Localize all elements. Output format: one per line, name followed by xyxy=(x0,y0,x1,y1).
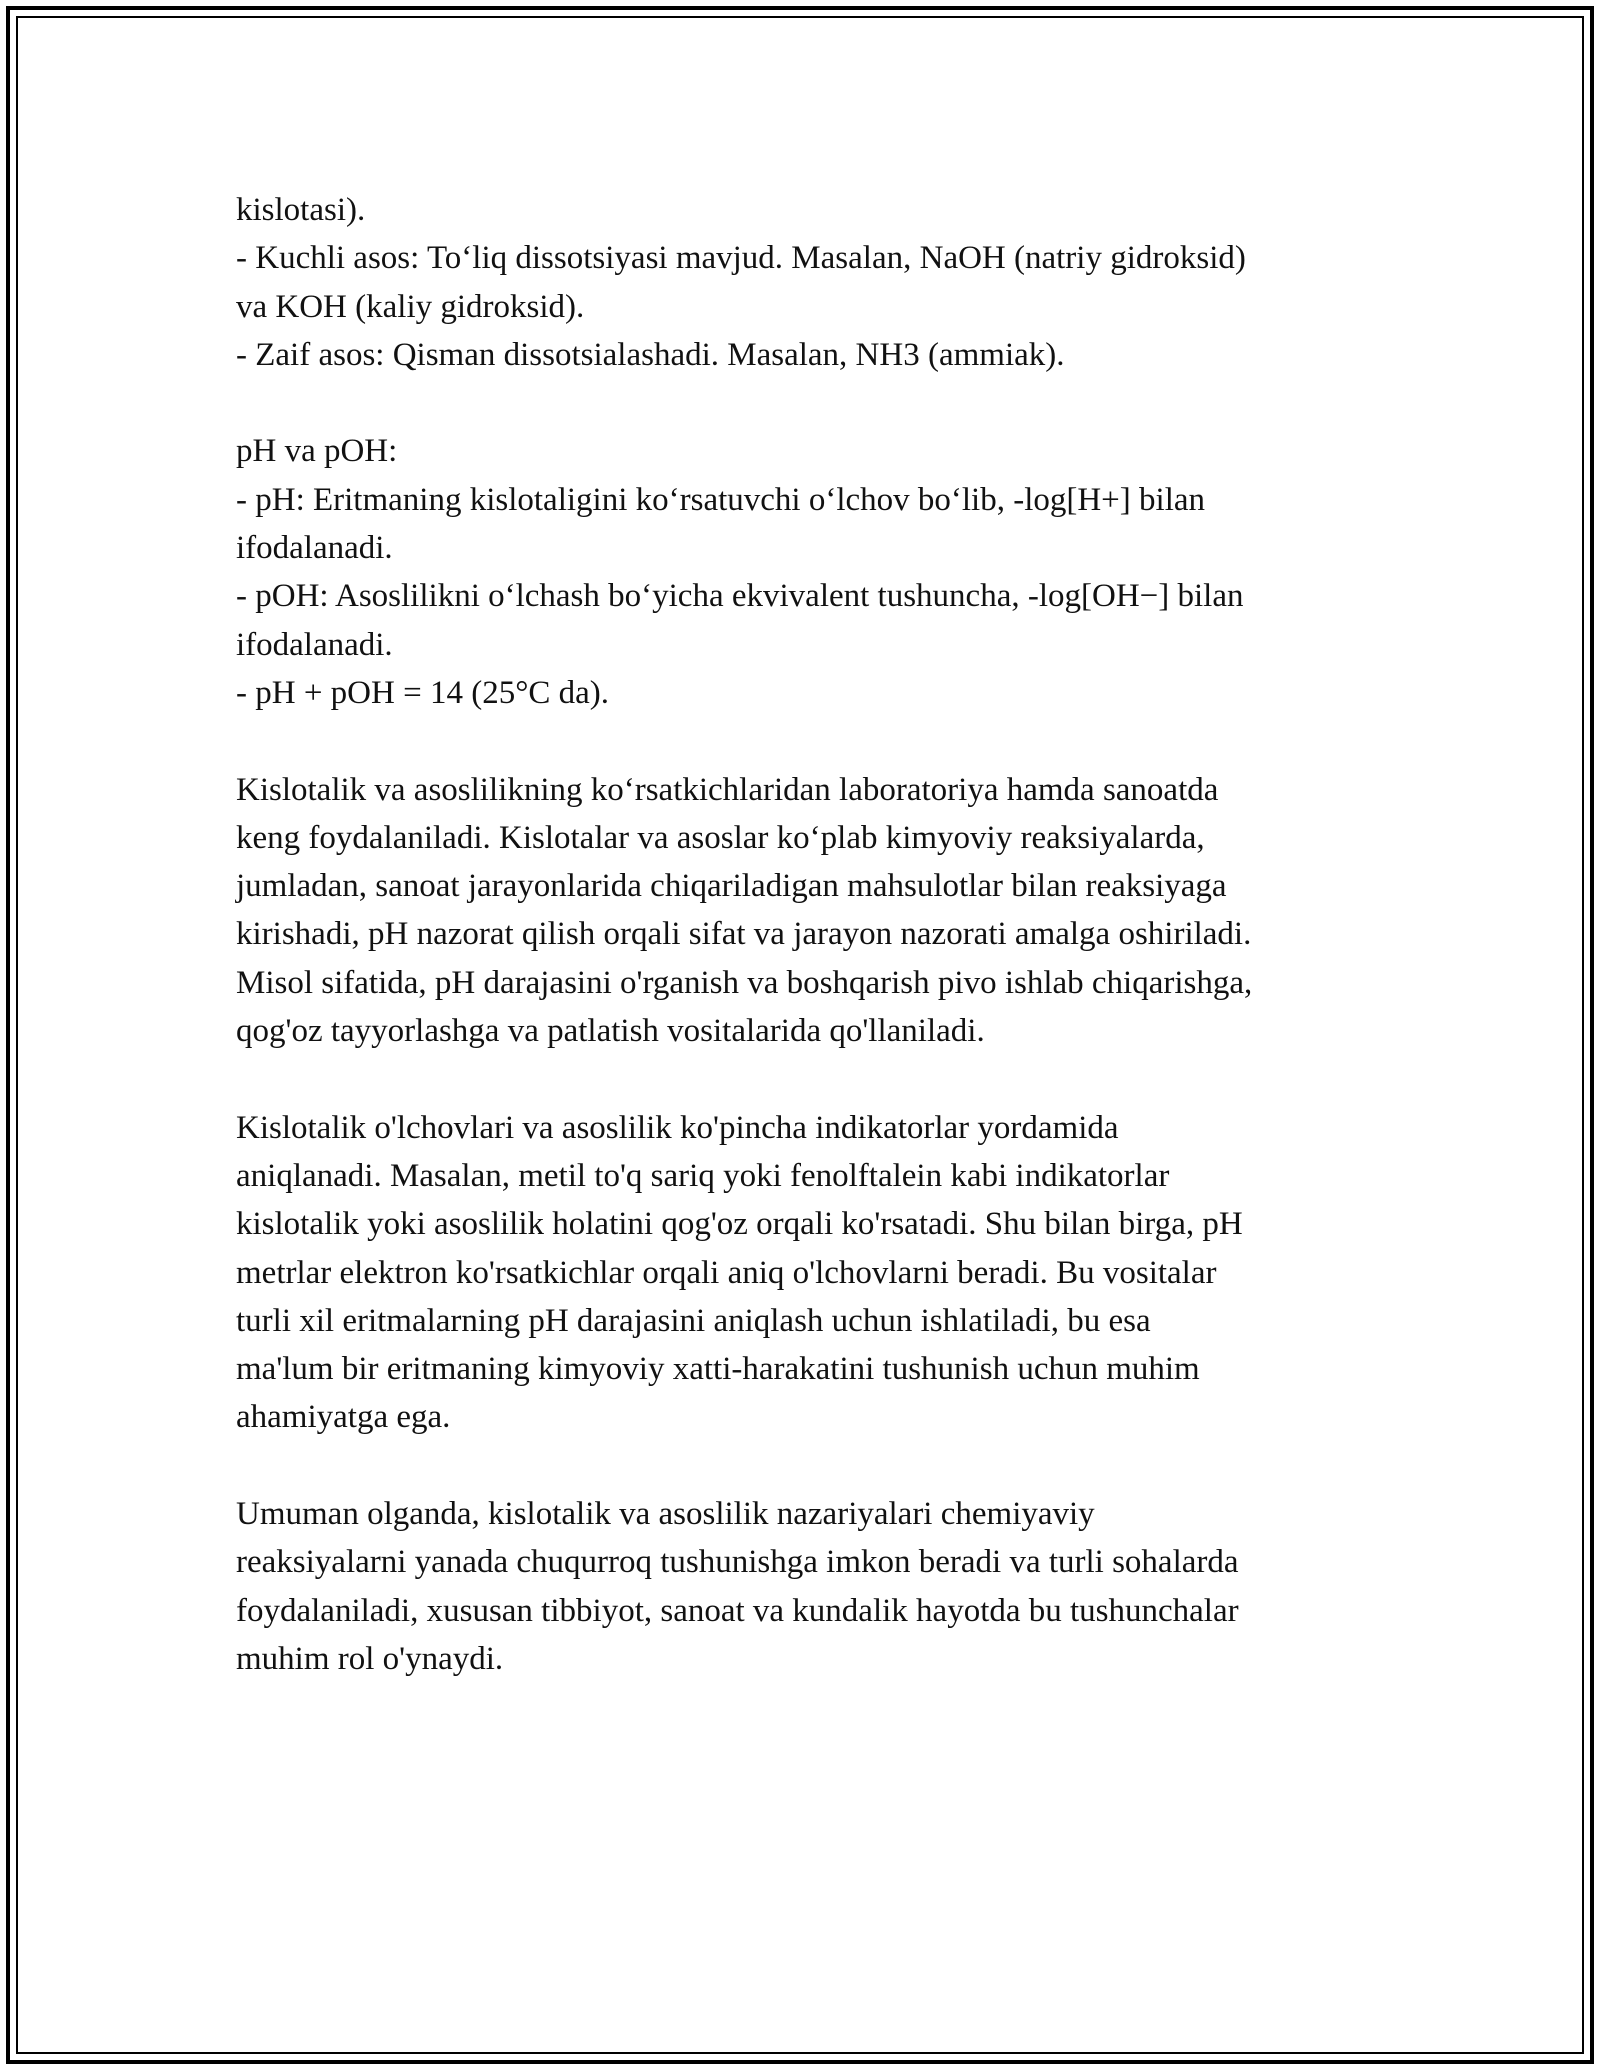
text-line: ma'lum bir eritmaning kimyoviy xatti-harakatini tushunish uchun muhim xyxy=(236,1351,1200,1388)
text-line: Kislotalik va asoslilikning ko‘rsatkichlaridan laboratoriya hamda sanoatda xyxy=(236,771,1219,808)
paragraph-bases xyxy=(236,186,1376,379)
text-line: jumladan, sanoat jarayonlarida chiqariladigan mahsulotlar bilan reaksiyaga xyxy=(236,868,1227,905)
paragraph-spacer xyxy=(236,717,1376,765)
text-line: foydalaniladi, xususan tibbiyot, sanoat va kundalik hayotda bu tushunchalar xyxy=(236,1592,1239,1629)
text-line: qog'oz tayyorlashga va patlatish vositalarida qo'llaniladi. xyxy=(236,1013,985,1050)
text-line: - pH: Eritmaning kislotaligini ko‘rsatuvchi o‘lchov bo‘lib, -log[H+] bilan xyxy=(236,481,1206,518)
text-line: pH va pOH: xyxy=(236,433,398,470)
paragraph-indicators xyxy=(236,1104,1376,1442)
text-line: Umuman olganda, kislotalik va asoslilik nazariyalari chemiyaviy xyxy=(236,1496,1095,1533)
text-line: kislotasi). xyxy=(236,192,366,228)
text-line: aniqlanadi. Masalan, metil to'q sariq yoki fenolftalein kabi indikatorlar xyxy=(236,1157,1170,1194)
text-line: kirishadi, pH nazorat qilish orqali sifat va jarayon nazorati amalga oshiriladi. xyxy=(236,916,1252,953)
paragraph-ph-poh xyxy=(236,427,1376,717)
text-line: - Kuchli asos: To‘liq dissotsiyasi mavjud. Masalan, NaOH (natriy gidroksid) xyxy=(236,240,1246,277)
paragraph-conclusion xyxy=(236,1490,1376,1683)
text-line: va KOH (kaliy gidroksid). xyxy=(236,288,585,325)
text-line: reaksiyalarni yanada chuqurroq tushunishga imkon beradi va turli sohalarda xyxy=(236,1544,1239,1581)
document-body xyxy=(236,186,1376,1683)
paragraph-spacer xyxy=(236,379,1376,427)
text-line: Kislotalik o'lchovlari va asoslilik ko'pincha indikatorlar yordamida xyxy=(236,1109,1119,1146)
text-line: keng foydalaniladi. Kislotalar va asoslar ko‘plab kimyoviy reaksiyalarda, xyxy=(236,819,1205,856)
text-line: muhim rol o'ynaydi. xyxy=(236,1640,504,1677)
text-line: ifodalanadi. xyxy=(236,530,393,567)
text-line: ifodalanadi. xyxy=(236,626,393,663)
paragraph-applications xyxy=(236,766,1376,1056)
text-line: turli xil eritmalarning pH darajasini aniqlash uchun ishlatiladi, bu esa xyxy=(236,1302,1151,1339)
text-line: - Zaif asos: Qisman dissotsialashadi. Masalan, NH3 (ammiak). xyxy=(236,336,1065,373)
text-line: kislotalik yoki asoslilik holatini qog'oz orqali ko'rsatadi. Shu bilan birga, pH xyxy=(236,1206,1243,1243)
text-line: - pH + pOH = 14 (25°C da). xyxy=(236,674,610,711)
text-line: metrlar elektron ko'rsatkichlar orqali aniq o'lchovlarni beradi. Bu vositalar xyxy=(236,1254,1217,1291)
text-line: - pOH: Asoslilikni o‘lchash bo‘yicha ekvivalent tushuncha, -log[OH−] bilan xyxy=(236,578,1244,615)
paragraph-spacer xyxy=(236,1442,1376,1490)
paragraph-spacer xyxy=(236,1055,1376,1103)
text-line: ahamiyatga ega. xyxy=(236,1399,451,1436)
text-line: Misol sifatida, pH darajasini o'rganish va boshqarish pivo ishlab chiqarishga, xyxy=(236,964,1253,1001)
